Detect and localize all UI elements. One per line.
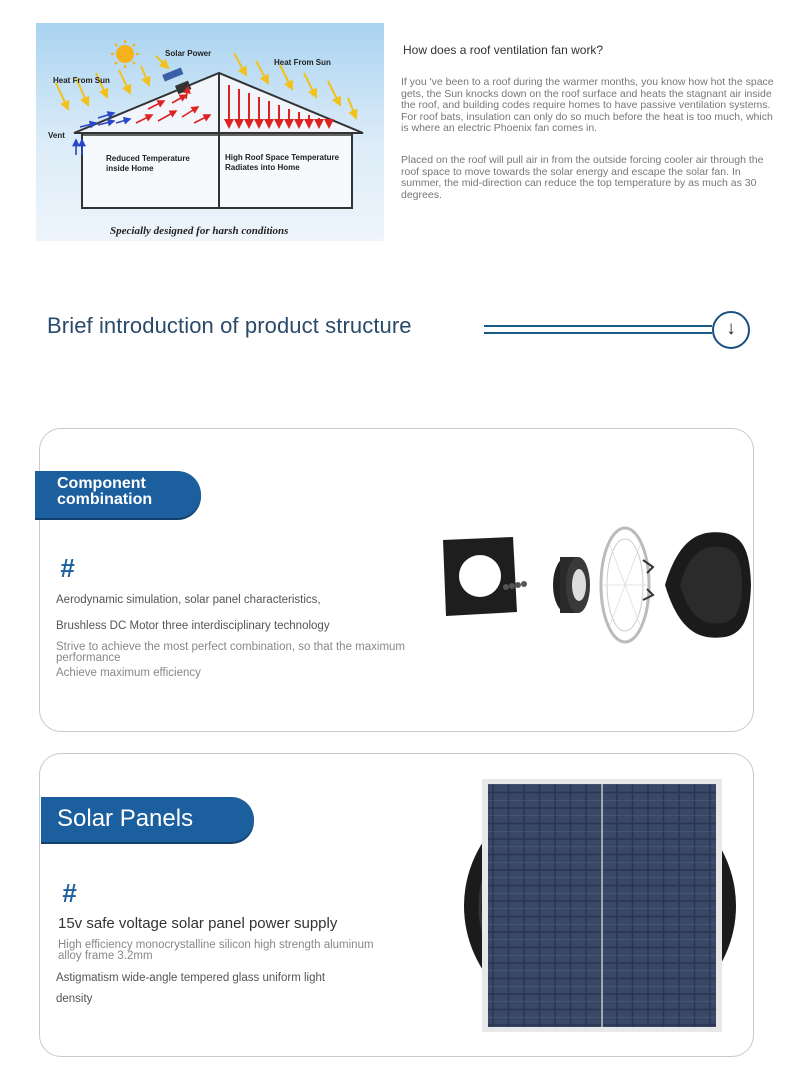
solar-line-1: High efficiency monocrystalline silicon high strength aluminum alloy frame 3.2mm <box>58 939 374 962</box>
high-temp-label-1: High Roof Space Temperature <box>225 153 340 162</box>
component-line-3: Strive to achieve the most perfect combination, so that the maximum performance <box>56 641 405 664</box>
scroll-down-button[interactable] <box>712 311 750 349</box>
solar-panels-tab <box>41 797 254 842</box>
component-tab-label-1: Component <box>57 475 146 492</box>
section-title: Brief introduction of product structure <box>47 313 412 338</box>
component-tab <box>35 471 201 518</box>
divider-line <box>484 332 712 334</box>
divider-line <box>484 325 712 327</box>
reduced-temp-label-1: Reduced Temperature <box>106 154 190 163</box>
reduced-temp-label-2: inside Home <box>106 164 154 173</box>
solar-heading: 15v safe voltage solar panel power supply <box>58 915 338 932</box>
solar-panel-fan-image <box>462 777 738 1035</box>
fan-components-image <box>440 515 758 655</box>
component-line-4: Achieve maximum efficiency <box>56 667 201 679</box>
diagram-caption: Specially designed for harsh conditions <box>110 225 289 237</box>
component-line-2: Brushless DC Motor three interdisciplinary technology <box>56 620 330 632</box>
roof-ventilation-diagram <box>36 23 384 241</box>
component-tab-label-2: combination <box>57 490 153 508</box>
component-line-1: Aerodynamic simulation, solar panel characteristics, <box>56 594 321 606</box>
high-temp-label-2: Radiates into Home <box>225 163 300 172</box>
hash-icon: # <box>60 553 75 583</box>
heat-from-sun-left-label: Heat From Sun <box>53 76 110 85</box>
intro-title: How does a roof ventilation fan work? <box>403 43 604 57</box>
solar-power-label: Solar Power <box>165 49 212 58</box>
intro-paragraph-1: If you 've been to a roof during the warmer months, you know how hot the space gets, the Sun knocks down on the roof surface and heats the stagnant air inside the roof, and building codes require homes to have passive ventilation systems. For roof bats, insulation can only do so much before the heat is too much, which is where an electric Phoenix fan comes in. <box>401 76 774 134</box>
solar-panels-tab-label: Solar Panels <box>57 805 194 832</box>
arrow-down-icon: ↓ <box>726 318 736 339</box>
intro-paragraph-2: Placed on the roof will pull air in from the outside forcing cooler air through the roof space to move towards the solar energy and escape the solar fan. In summer, the mid-direction can reduce the top temperature by as much as 30 degrees. <box>401 154 764 201</box>
vent-label: Vent <box>48 131 65 140</box>
solar-line-3: density <box>56 993 93 1005</box>
hash-icon: # <box>62 878 77 908</box>
solar-line-2: Astigmatism wide-angle tempered glass uniform light <box>56 972 326 984</box>
heat-from-sun-right-label: Heat From Sun <box>274 58 331 67</box>
